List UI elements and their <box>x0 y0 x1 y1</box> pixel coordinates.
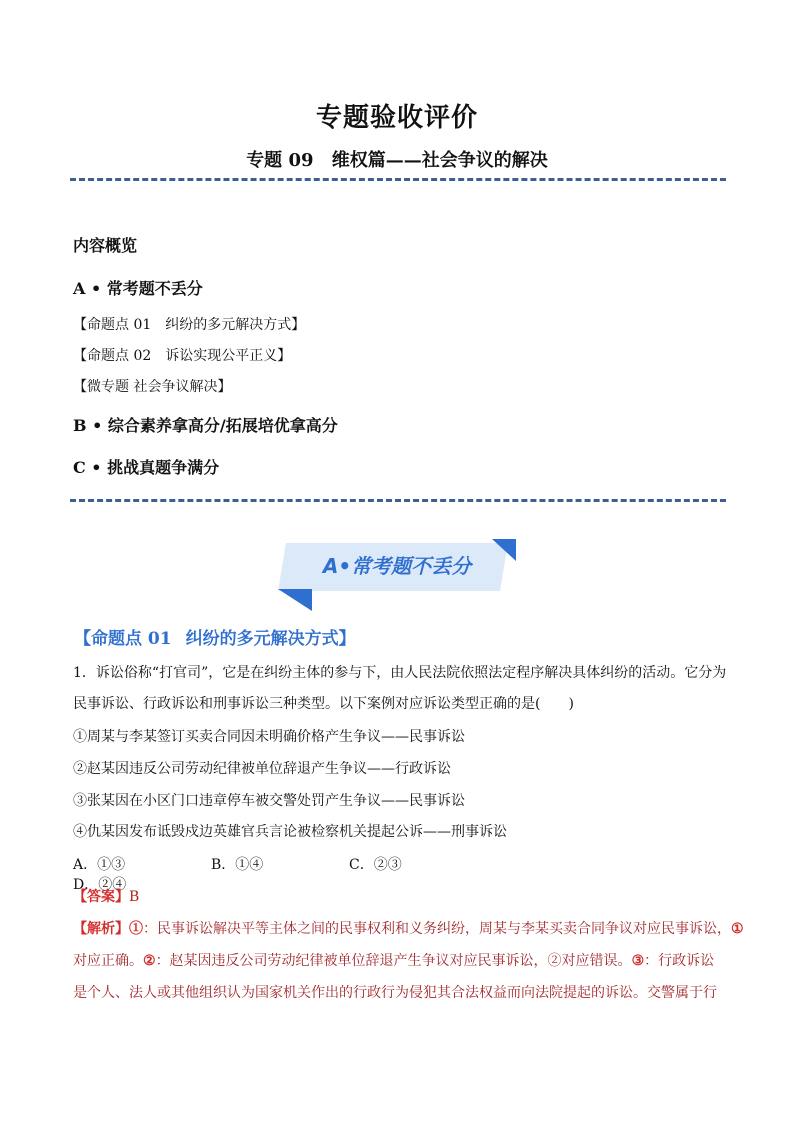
question-stem-line: 民事诉讼、行政诉讼和刑事诉讼三种类型。以下案例对应诉讼类型正确的是( ) <box>73 696 574 712</box>
analysis-marker: ③ <box>631 953 645 969</box>
divider-bottom <box>70 499 726 502</box>
analysis-marker: ① <box>731 921 744 937</box>
analysis-text: ：行政诉讼 <box>644 953 715 969</box>
banner-corner-bottom <box>278 589 312 611</box>
overview-item: 【微专题 社会争议解决】 <box>73 379 232 395</box>
question-item: ②赵某因违反公司劳动纪律被单位辞退产生争议——行政诉讼 <box>73 761 451 777</box>
analysis-line <box>73 950 714 970</box>
option-a: A．①③ <box>73 857 126 873</box>
topic-title: 维权篇——社会争议的解决 <box>331 150 548 171</box>
option-c: C．②③ <box>349 857 402 873</box>
topic-number: 专题 09 <box>246 150 314 171</box>
divider-top <box>70 178 726 181</box>
analysis-label: 【解析】 <box>73 921 129 937</box>
subtitle <box>0 146 794 172</box>
analysis-text: ：赵某因违反公司劳动纪律被单位辞退产生争议对应民事诉讼，②对应错误。 <box>155 953 632 969</box>
analysis-line <box>73 918 744 938</box>
question-item: ④仇某因发布诋毁戍边英雄官兵言论被检察机关提起公诉——刑事诉讼 <box>73 824 507 840</box>
answer-value: B <box>129 889 140 905</box>
overview-heading: 内容概览 <box>73 236 138 255</box>
analysis-marker: ② <box>143 953 156 969</box>
main-title: 专题验收评价 <box>315 103 478 133</box>
analysis-marker: ① <box>129 921 143 937</box>
overview-section-b: B • 综合素养拿高分/拓展培优拿高分 <box>73 416 338 435</box>
overview-item: 【命题点 01 纠纷的多元解决方式】 <box>73 317 306 333</box>
question-item: ③张某因在小区门口违章停车被交警处罚产生争议——民事诉讼 <box>73 793 465 809</box>
analysis-text: ：民事诉讼解决平等主体之间的民事权利和义务纠纷，周某与李某买卖合同争议对应民事诉讼， <box>143 921 731 937</box>
question-item: ①周某与李某签订买卖合同因未明确价格产生争议——民事诉讼 <box>73 729 465 745</box>
point-title: 纠纷的多元解决方式】 <box>185 629 356 649</box>
answer-label: 【答案】 <box>73 889 129 905</box>
option-b: B．①④ <box>211 857 264 873</box>
analysis-line: 是个人、法人或其他组织认为国家机关作出的行政行为侵犯其合法权益而向法院提起的诉讼。交警属于行 <box>73 985 717 1001</box>
banner-label: A•常考题不丢分 <box>322 554 472 578</box>
question-stem-line: 1．诉讼俗称“打官司”，它是在纠纷主体的参与下，由人民法院依照法定程序解决具体纠纷的活动。它分为 <box>73 665 727 681</box>
answer-options <box>73 854 593 894</box>
option-d: D．②④ <box>73 877 127 893</box>
point-heading <box>72 624 356 649</box>
point-prefix: 【命题点 01 <box>74 629 172 649</box>
answer <box>73 886 139 906</box>
overview-section-a: A • 常考题不丢分 <box>73 279 203 298</box>
overview-section-c: C • 挑战真题争满分 <box>73 458 220 477</box>
overview-item: 【命题点 02 诉讼实现公平正义】 <box>73 348 292 364</box>
analysis-text: 对应正确。 <box>73 953 143 969</box>
